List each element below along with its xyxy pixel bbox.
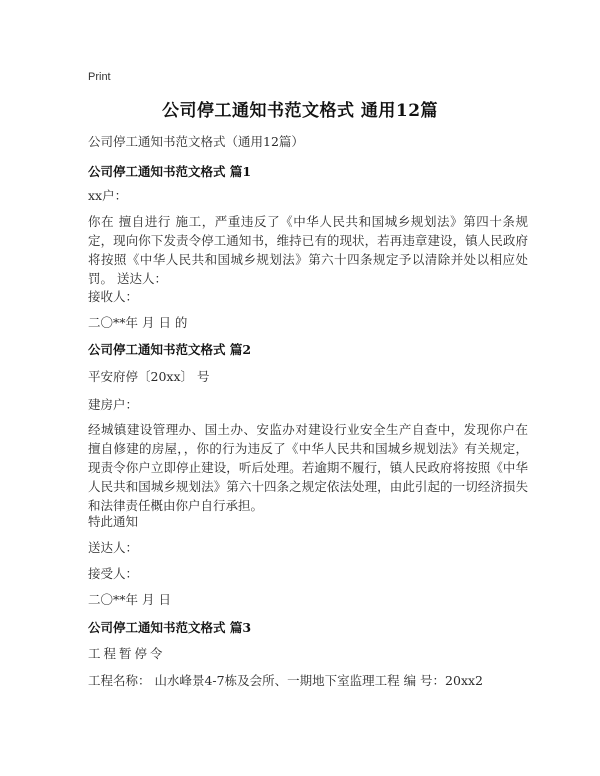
section2-notice: 特此通知 [88, 514, 139, 529]
section3-project-line: 工程名称： 山水峰景4-7栋及会所、一期地下室监理工程 编 号：20xx2 [88, 673, 484, 688]
section2-sender: 送达人： [88, 540, 139, 555]
document-subtitle: 公司停工通知书范文格式（通用12篇） [88, 134, 304, 149]
print-link[interactable]: Print [88, 71, 111, 83]
section2-acceptor: 接受人： [88, 566, 139, 581]
section1-receiver: 接收人： [88, 289, 139, 304]
document-title: 公司停工通知书范文格式 通用12篇 [161, 101, 439, 121]
section1-date: 二〇**年 月 日 的 [88, 315, 188, 330]
section3-heading: 公司停工通知书范文格式 篇3 [88, 620, 252, 635]
section1-body: 你在 擅自进行 施工，严重违反了《中华人民共和国城乡规划法》第四十条规定，现向你下发责令停工通知书，维持已有的现状，若再违章建设，镇人民政府将按照《中华人民共和国城乡规划法》第六十四条规定予以清除并处以相应处罚。 送达人： [88, 214, 528, 286]
section1-salutation: xx户： [88, 188, 128, 203]
section3-order-title: 工程暂停令 [88, 646, 166, 661]
section2-doc-number: 平安府停〔20xx〕 号 [88, 369, 210, 384]
section2-heading: 公司停工通知书范文格式 篇2 [88, 342, 252, 357]
section1-heading: 公司停工通知书范文格式 篇1 [88, 164, 252, 179]
section2-body: 经城镇建设管理办、国土办、安监办对建设行业安全生产自查中，发现你户在 擅自修建的房屋，，你的行为违反了《中华人民共和国城乡规划法》有关规定，现责令你户立即停止建设，听后处理。若逾期不履行，镇人民政府将按照《中华人民共和国城乡规划法》第六十四条之规定依法处理，由此引起的一切经济损失和法律责任概由你户自行承担。 [88, 422, 528, 513]
section2-date: 二〇**年 月 日 [88, 592, 171, 607]
section2-salutation: 建房户： [88, 397, 139, 412]
